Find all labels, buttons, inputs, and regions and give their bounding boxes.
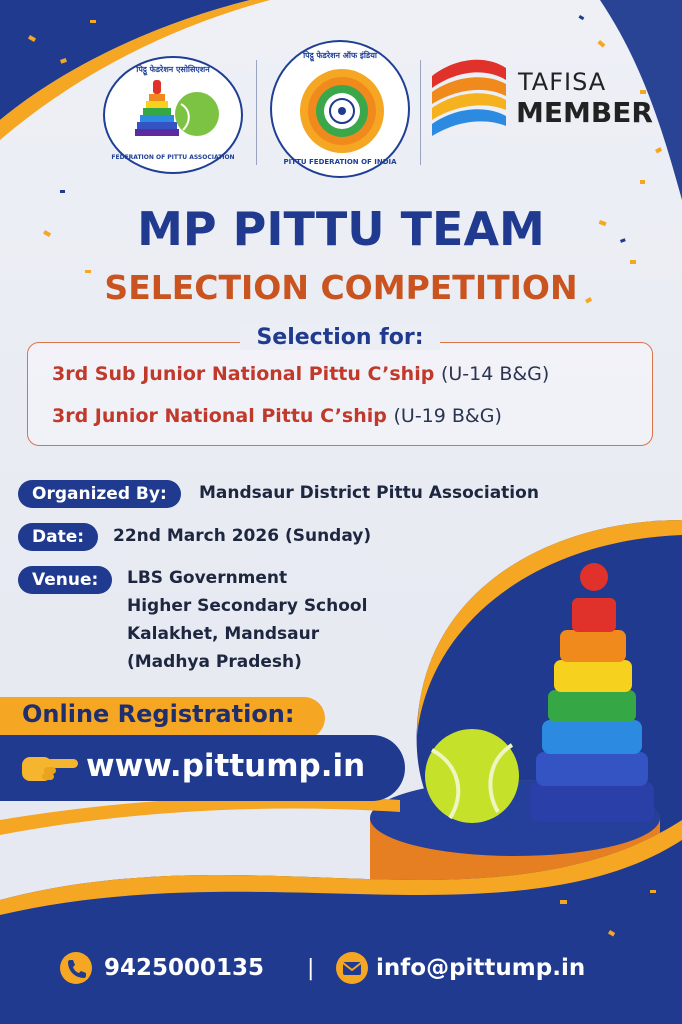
pyramid-ball-emblem-icon (135, 76, 225, 148)
venue-line-3: Kalakhet, Mandsaur (127, 624, 320, 644)
left-logo-ring-top: पिट्ठू फेडरेशन एसोसिएशन (136, 65, 210, 74)
page-subtitle: SELECTION COMPETITION (104, 268, 578, 307)
mail-icon (336, 952, 368, 984)
date-label: Date: (18, 523, 98, 551)
venue-line-1: LBS Government (127, 568, 288, 588)
date-value: 22nd March 2026 (Sunday) (113, 526, 372, 546)
phone-icon (60, 952, 92, 984)
page-title: MP PITTU TEAM (137, 202, 545, 256)
center-logo-ring-bottom: PITTU FEDERATION OF INDIA (283, 158, 397, 166)
pittu-federation-logo (270, 40, 410, 178)
left-association-logo (103, 56, 243, 174)
championship-name: 3rd Sub Junior National Pittu C’ship (52, 363, 435, 385)
email-address[interactable]: info@pittump.in (376, 955, 586, 981)
venue-label: Venue: (18, 566, 112, 594)
selection-label: Selection for: (240, 325, 440, 350)
center-logo-ring-top: पिट्ठू फेडरेशन ऑफ इंडिया (303, 51, 377, 60)
tafisa-logo-icon (428, 52, 510, 138)
selection-box (27, 342, 653, 446)
venue-line-2: Higher Secondary School (127, 596, 368, 616)
logo-divider-2 (420, 60, 421, 165)
sunburst-emblem-icon (297, 66, 387, 156)
organized-by-value: Mandsaur District Pittu Association (199, 483, 539, 503)
championship-category: (U-19 B&G) (393, 405, 502, 427)
pointing-hand-icon (20, 745, 80, 787)
championship-item-2 (52, 405, 502, 427)
championship-item-1 (52, 363, 549, 385)
tafisa-line2: MEMBER (516, 96, 653, 129)
tafisa-line1: TAFISA (518, 68, 607, 96)
logo-divider-1 (256, 60, 257, 165)
championship-category: (U-14 B&G) (440, 363, 550, 385)
phone-number[interactable]: 9425000135 (104, 955, 265, 981)
contact-separator: | (307, 956, 315, 981)
website-link[interactable]: www.pittump.in (86, 748, 366, 784)
registration-label: Online Registration: (22, 700, 295, 728)
left-logo-ring-bottom: FEDERATION OF PITTU ASSOCIATION (111, 154, 235, 161)
championship-name: 3rd Junior National Pittu C’ship (52, 405, 387, 427)
organized-by-label: Organized By: (18, 480, 181, 508)
venue-line-4: (Madhya Pradesh) (127, 652, 302, 672)
